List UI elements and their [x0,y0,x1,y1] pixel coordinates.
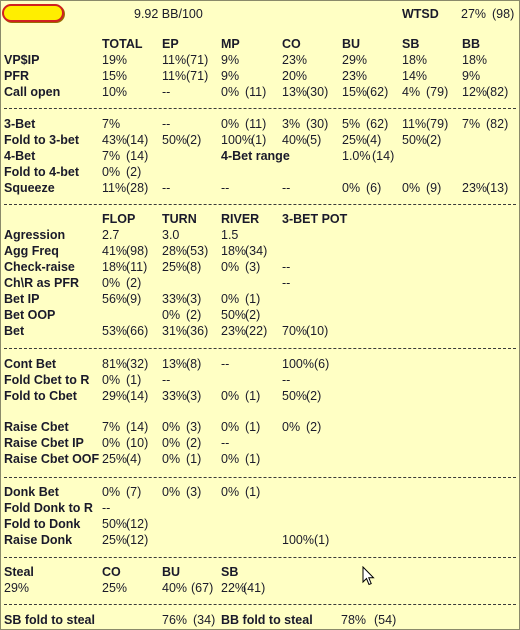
sb-fold-to-steal-label: SB fold to steal [4,613,95,627]
column-header: BB [462,37,481,51]
divider [4,477,516,478]
stat-value: 0% [282,420,301,434]
row-label: Agression [4,228,66,242]
sb-fold-to-steal-count: (34) [193,613,216,627]
stat-sample-count: (10) [306,324,329,338]
stat-sample-count: (2) [306,389,322,403]
stat-value: 2.7 [102,228,120,242]
steal-total: 29% [4,581,30,595]
stat-value: 33% [162,389,188,403]
stat-sample-count: (1) [186,452,202,466]
stat-value: 0% [162,420,181,434]
stat-value: 15% [102,69,128,83]
row-label: Bet OOP [4,308,56,322]
stat-sample-count: (14) [126,420,149,434]
row-label: Fold Cbet to R [4,373,90,387]
stat-value: 0% [162,485,181,499]
stat-value: -- [282,373,291,387]
stat-value: 4% [402,85,421,99]
stat-sample-count: (10) [126,436,149,450]
stat-value: 0% [221,85,240,99]
stat-sample-count: (1) [251,133,267,147]
stat-sample-count: (3) [186,420,202,434]
row-label: VP$IP [4,53,40,67]
steal-bu-label: BU [162,565,181,579]
stat-value: 14% [402,69,428,83]
steal-co: 25% [102,581,128,595]
stat-value: 11% [162,53,187,67]
four-bet-range-label: 4-Bet range [221,149,290,163]
stat-value: 0% [102,373,121,387]
stat-sample-count: (12) [126,517,149,531]
stat-sample-count: (32) [126,357,149,371]
stat-value: 3.0 [162,228,180,242]
stat-value: 41% [102,244,128,258]
stat-sample-count: (98) [126,244,149,258]
row-label: Raise Cbet OOF [4,452,100,466]
row-label: PFR [4,69,29,83]
stat-value: 9% [462,69,481,83]
stat-sample-count: (30) [306,85,329,99]
stat-value: 12% [462,85,488,99]
stat-value: 50% [282,389,308,403]
stat-value: -- [162,117,171,131]
bb-fold-to-steal-count: (54) [374,613,397,627]
stat-value: 23% [221,324,247,338]
stat-sample-count: (82) [486,117,509,131]
stat-sample-count: (2) [186,436,202,450]
stat-sample-count: (62) [366,85,389,99]
stat-value: 28% [162,244,188,258]
stat-sample-count: (2) [306,420,322,434]
stat-value: -- [221,357,230,371]
row-label: Bet [4,324,25,338]
stat-sample-count: (14) [126,149,149,163]
stat-sample-count: (11) [245,117,267,131]
stat-sample-count: (1) [245,485,261,499]
stat-value: 70% [282,324,308,338]
row-label: Raise Cbet IP [4,436,84,450]
stat-value: 100%(6) [282,357,330,371]
row-label: Raise Donk [4,533,73,547]
stat-value: 0% [162,436,181,450]
stat-value: 18% [102,260,128,274]
divider [4,348,516,349]
stat-value: 0% [221,452,240,466]
stat-sample-count: (4) [126,452,142,466]
stat-value: 25% [162,260,188,274]
stat-sample-count: (2) [126,165,142,179]
stat-value: 18% [221,244,247,258]
stat-value: -- [162,373,171,387]
mouse-cursor-icon [362,566,376,586]
stat-value: 43% [102,133,128,147]
row-label: Donk Bet [4,485,59,499]
stat-sample-count: (79) [426,85,449,99]
stat-sample-count: (53) [186,244,209,258]
row-label: Bet IP [4,292,40,306]
stat-value: 29% [102,389,128,403]
row-label: Squeeze [4,181,55,195]
stat-value: -- [282,276,291,290]
stat-sample-count: (66) [126,324,149,338]
stat-sample-count: (9) [126,292,142,306]
column-header: SB [402,37,420,51]
stat-value: 7% [102,117,121,131]
stat-value: 7% [462,117,481,131]
stat-value: 23% [342,69,368,83]
stat-value: 11% [162,69,187,83]
stat-value: 50% [221,308,247,322]
bb-fold-to-steal-value: 78% [341,613,367,627]
stat-value: 50% [162,133,188,147]
steal-co-label: CO [102,565,121,579]
divider [4,604,516,605]
row-label: Fold to Cbet [4,389,77,403]
stat-value: 10% [102,85,128,99]
wtsd-label: WTSD [402,7,439,21]
stat-sample-count: (1) [245,452,261,466]
stat-value: 15% [342,85,368,99]
steal-sb-count: (41) [243,581,266,595]
stat-value: 23% [462,181,488,195]
wtsd-value: 27% [461,7,487,21]
row-label: Fold to 3-bet [4,133,79,147]
row-label: 4-Bet [4,149,36,163]
stat-value: -- [282,181,291,195]
column-header: CO [282,37,301,51]
stat-sample-count: (3) [186,485,202,499]
column-header: EP [162,37,179,51]
stat-sample-count: (11) [245,85,267,99]
row-label: Call open [4,85,61,99]
stat-value: 81% [102,357,128,371]
stat-value: 25% [102,533,128,547]
sb-fold-to-steal-value: 76% [162,613,188,627]
stat-value: 0% [102,165,121,179]
stat-value: 0% [402,181,421,195]
stat-sample-count: (13) [486,181,509,195]
stat-value: 100% [221,133,253,147]
stat-value: 0% [221,485,240,499]
stat-value: 25% [102,452,128,466]
stat-sample-count: (22) [245,324,268,338]
column-header: 3-BET POT [282,212,348,226]
stat-value: 50% [102,517,128,531]
divider [4,108,516,109]
steal-bu-count: (67) [191,581,214,595]
row-label: Agg Freq [4,244,59,258]
stat-sample-count: (9) [426,181,442,195]
stat-sample-count: (2) [186,133,202,147]
stat-value: 50% [402,133,428,147]
stat-sample-count: (14) [126,389,149,403]
stat-value: 0% [221,389,240,403]
column-header: TOTAL [102,37,143,51]
stat-sample-count: (79) [426,117,449,131]
stat-sample-count: (3) [245,260,261,274]
stat-value: 0% [102,485,121,499]
stat-sample-count: (1) [245,389,261,403]
stat-value: 7% [102,149,121,163]
row-label: Fold Donk to R [4,501,93,515]
stat-value: 13% [282,85,308,99]
row-label: 3-Bet [4,117,36,131]
column-header: TURN [162,212,197,226]
steal-sb-label: SB [221,565,239,579]
row-label: Cont Bet [4,357,57,371]
column-header: FLOP [102,212,136,226]
stat-value: 11% [102,181,127,195]
stat-value: 0% [221,117,240,131]
stat-value: 100%(1) [282,533,330,547]
stat-value: 31% [162,324,188,338]
stat-value: 9% [221,53,240,67]
stat-value: 40% [282,133,308,147]
stat-value: 7% [102,420,121,434]
bb-per-100: 9.92 BB/100 [134,7,203,21]
stat-value: 0% [221,292,240,306]
stat-value: 0% [221,420,240,434]
stat-sample-count: (1) [245,292,261,306]
stat-sample-count: (30) [306,117,329,131]
stat-value: -- [282,260,291,274]
divider [4,204,516,205]
stat-value: 0% [102,276,121,290]
stat-sample-count: (1) [126,373,142,387]
row-label: Raise Cbet [4,420,69,434]
stat-value: 23% [282,53,308,67]
stat-value: 53% [102,324,128,338]
stat-value: 25% [342,133,368,147]
stat-value: 29% [342,53,368,67]
stat-sample-count: (4) [366,133,382,147]
stat-sample-count: (12) [126,533,149,547]
stat-value: 0% [162,452,181,466]
stat-value: 0% [162,308,181,322]
column-header: RIVER [221,212,260,226]
stat-sample-count: (5) [306,133,322,147]
stat-value: 33% [162,292,188,306]
divider [4,557,516,558]
stat-sample-count: (8) [186,260,202,274]
bb-fold-to-steal-label: BB fold to steal [221,613,313,627]
stat-value: -- [221,436,230,450]
stat-sample-count: (11) [126,260,148,274]
stat-sample-count: (34) [245,244,268,258]
stat-value: -- [221,181,230,195]
stat-sample-count: (1) [245,420,261,434]
stat-value: 0% [102,436,121,450]
stat-sample-count: (3) [186,389,202,403]
stat-value: 3% [282,117,301,131]
stat-value: 0% [342,181,361,195]
stat-value: 11% [402,117,427,131]
stat-sample-count: (6) [366,181,382,195]
steal-sb: 22% [221,581,247,595]
stat-sample-count: (71) [186,53,209,67]
steal-bu: 40% [162,581,188,595]
stat-value: 56% [102,292,128,306]
stat-value: -- [162,85,171,99]
stat-value: 1.5 [221,228,239,242]
stat-sample-count: (71) [186,69,209,83]
stat-value: -- [102,501,111,515]
stat-sample-count: (36) [186,324,209,338]
column-header: MP [221,37,240,51]
stat-sample-count: (2) [245,308,261,322]
stat-value: 1.0% [342,149,371,163]
stat-sample-count: (8) [186,357,202,371]
row-label: Check-raise [4,260,75,274]
stat-value: 5% [342,117,361,131]
stat-sample-count: (7) [126,485,142,499]
steal-label: Steal [4,565,34,579]
stat-sample-count: (2) [186,308,202,322]
wtsd-count: (98) [492,7,515,21]
stat-value: 18% [462,53,488,67]
stat-sample-count: (3) [186,292,202,306]
stat-sample-count: (14) [372,149,395,163]
player-tag-badge[interactable] [2,4,64,22]
stat-value: 0% [221,260,240,274]
column-header: BU [342,37,361,51]
row-label: Ch\R as PFR [4,276,80,290]
stat-value: -- [162,181,171,195]
stat-sample-count: (2) [126,276,142,290]
stat-sample-count: (62) [366,117,389,131]
stat-sample-count: (82) [486,85,509,99]
stat-value: 18% [402,53,428,67]
stat-value: 19% [102,53,128,67]
stat-sample-count: (2) [426,133,442,147]
row-label: Fold to 4-bet [4,165,79,179]
stat-sample-count: (28) [126,181,149,195]
row-label: Fold to Donk [4,517,81,531]
stat-value: 20% [282,69,308,83]
stat-value: 9% [221,69,240,83]
stat-value: 13% [162,357,188,371]
stat-sample-count: (14) [126,133,149,147]
